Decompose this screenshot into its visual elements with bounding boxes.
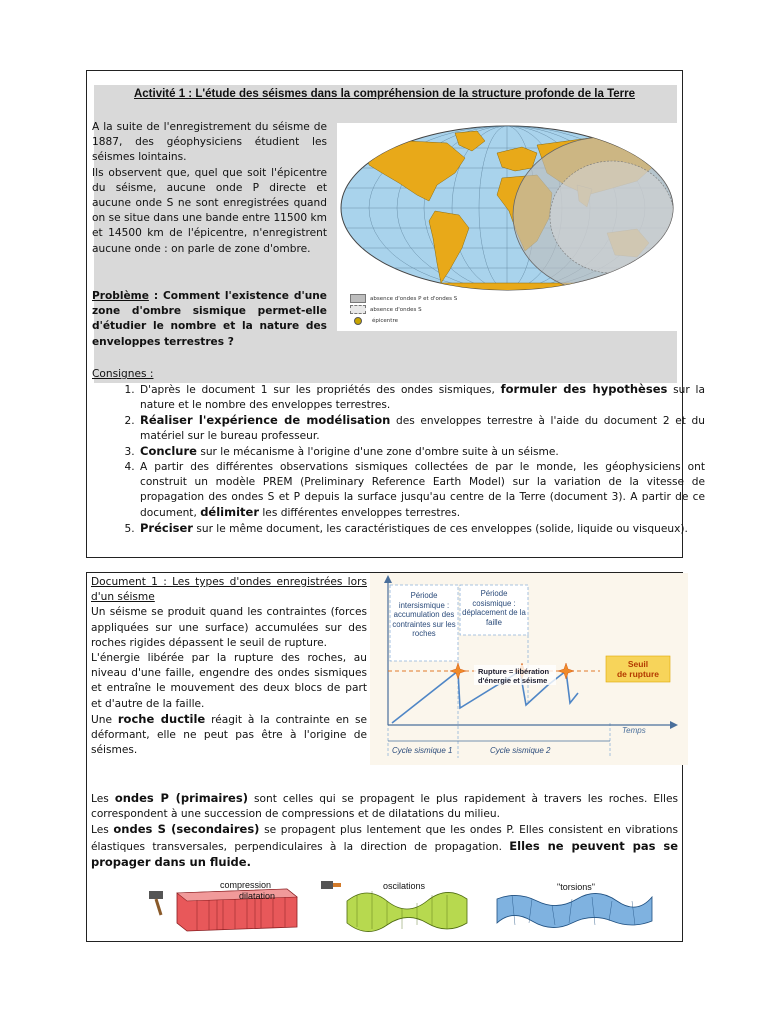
activity-panel (86, 70, 705, 558)
seuil-label-1: Seuil (627, 659, 649, 669)
consignes-title: Consignes : (92, 368, 154, 380)
dilatation-label: dilatation (239, 891, 276, 901)
document1-panel (86, 572, 683, 942)
document1-text (91, 575, 367, 758)
hammer-icon (149, 891, 163, 899)
consigne-item: 4. A partir des différentes observations sismiques collectées de par le monde, les géophysiciens ont construit un modèle PREM (Preliminary Reference Earth Model) sur la variation de la vitesse de propagation des ondes S et P depuis la surface jusqu'au centre de la Terre (document 3). A partir de ce document, délimiter les différentes enveloppes terrestres. (138, 460, 705, 521)
activity-intro (92, 120, 327, 257)
rupture-label-2: d'énergie et séisme (478, 676, 548, 685)
compression-label: compression (220, 880, 272, 890)
consigne-item: 3. Conclure sur le mécanisme à l'origine d'une zone d'ombre suite à un séisme. (138, 444, 705, 460)
activity-title: Activité 1 : L'étude des séismes dans la compréhension de la structure profonde de la Terre (133, 88, 635, 100)
consigne-item: 1. D'après le document 1 sur les propriétés des ondes sismiques, formuler des hypothèses sur la nature et le nombre des enveloppes terrestres. (138, 382, 705, 413)
seuil-label-2: de rupture (616, 669, 660, 679)
torsion-wave-block (487, 871, 657, 935)
probleme-label: Problème (92, 290, 149, 302)
period-intersismic-label: Période intersismique : accumulation des contraintes sur les roches (392, 591, 456, 638)
consignes-list (110, 382, 705, 537)
cycle1-label: Cycle sismique 1 (392, 746, 453, 755)
legend-item-s: absence d'ondes S (350, 304, 480, 315)
map-legend (347, 291, 483, 328)
intro-paragraph-2: Ils observent que, quel que soit l'épicentre du séisme, aucune onde P directe et aucune onde S ne sont enregistrées quand on se situe dans une bande entre 11500 km et 14500 km de l'épicentre, n'enregistrent aucune onde : on parle de zone d'ombre. (92, 166, 327, 255)
torsions-label: "torsions" (557, 882, 595, 892)
consigne-item: 5. Préciser sur le même document, les caractéristiques de ces enveloppes (solide, liquide ou visqueux). (138, 521, 705, 537)
consigne-item: 2. Réaliser l'expérience de modélisation des enveloppes terrestre à l'aide du document 2 et du matériel sur le bureau professeur. (138, 413, 705, 444)
epicentre-icon (354, 317, 362, 325)
s-waves-paragraph: Les ondes S (secondaires) se propagent plus lentement que les ondes P. Elles consistent en vibrations élastiques transversales, perpendiculaires à la direction de propagation. Elles ne peuvent pas se propager dans un fluide. (91, 822, 678, 869)
period-cosismic-label: Période cosismique : déplacement de la faille (462, 589, 526, 627)
intro-paragraph-1: A la suite de l'enregistrement du séisme de 1887, des géophysiciens étudient les séismes lointains. (92, 121, 327, 164)
legend-swatch-gray (350, 294, 366, 303)
wave-types-text (91, 791, 678, 871)
p-waves-paragraph: Les ondes P (primaires) sont celles qui se propagent le plus rapidement à travers les roches. Elles correspondent à une succession de compressions et de dilatations du milieu. (91, 791, 678, 821)
seismic-cycle-figure (370, 573, 688, 765)
oscillations-label: oscilations (383, 881, 426, 891)
doc1-paragraph-2: L'énergie libérée par la rupture des roches, au niveau d'une faille, engendre des ondes sismiques et entraîne le mouvement des deux blocs de part et d'autre de la faille. (91, 652, 367, 710)
rupture-label-1: Rupture = libération (478, 667, 550, 676)
document1-title: Document 1 : Les types d'ondes enregistrées lors d'un séisme (91, 576, 367, 604)
probleme-text: : Comment l'existence d'une zone d'ombre sismique permet-elle d'étudier le nombre et la nature des enveloppes terrestres ? (92, 290, 327, 348)
hammer-icon (321, 881, 333, 889)
temps-label: Temps (622, 726, 646, 735)
legend-item-epicentre: épicentre (350, 315, 480, 326)
legend-item-p-s: absence d'ondes P et d'ondes S (350, 293, 480, 304)
cycle2-label: Cycle sismique 2 (490, 746, 551, 755)
probleme (92, 289, 327, 350)
doc1-paragraph-3: Une roche ductile réagit à la contrainte en se déformant, elle ne peut pas être à l'origine de séismes. (91, 711, 367, 757)
legend-swatch-light (350, 305, 366, 314)
doc1-paragraph-1: Un séisme se produit quand les contraintes (forces appliquées sur une surface) accumulées sur des roches rigides dépassent le seuil de rupture. (91, 606, 367, 649)
